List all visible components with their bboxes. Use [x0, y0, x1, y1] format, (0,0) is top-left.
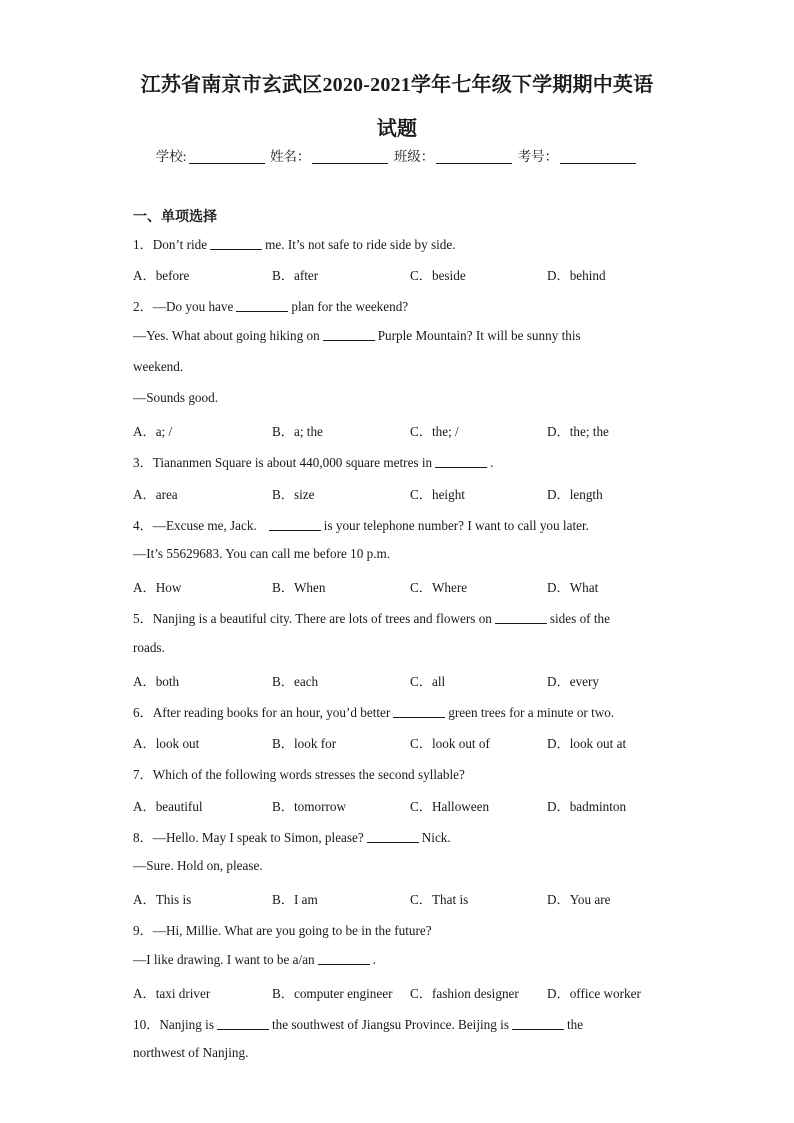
- option-d[interactable]: D．length: [547, 487, 603, 502]
- question-text: —Yes. What about going hiking on: [133, 328, 320, 343]
- question-text: —I like drawing. I want to be a/an: [133, 952, 315, 967]
- student-info-row: [0, 145, 794, 165]
- option-b[interactable]: B．I am: [272, 892, 318, 907]
- question-2-line-2: [133, 328, 581, 344]
- exam-number-label: 考号：: [517, 149, 559, 164]
- question-4-line-2: —It’s 55629683. You can call me before 10 p.m.: [133, 546, 391, 561]
- question-text: 8．—Hello. May I speak to Simon, please?: [133, 830, 364, 845]
- question-6-options: [133, 733, 673, 751]
- option-b[interactable]: B．each: [272, 674, 319, 689]
- section-heading: 一、单项选择: [133, 210, 217, 225]
- question-6: [133, 702, 614, 721]
- option-d[interactable]: D．What: [547, 580, 599, 595]
- question-text: Nick.: [421, 830, 451, 845]
- option-c[interactable]: C．fashion designer: [410, 986, 519, 1001]
- option-b[interactable]: B．size: [272, 487, 315, 502]
- question-text: green trees for a minute or two.: [448, 705, 615, 720]
- option-b[interactable]: B．a; the: [272, 424, 323, 439]
- question-7-options: [133, 796, 673, 814]
- question-7: 7．Which of the following words stresses the second syllable?: [133, 767, 465, 782]
- answer-blank: [236, 299, 288, 312]
- question-8: [133, 827, 451, 846]
- question-4-options: [133, 577, 673, 595]
- option-b[interactable]: B．after: [272, 268, 319, 283]
- option-a[interactable]: A．How: [133, 580, 182, 595]
- exam-number-blank[interactable]: [560, 149, 636, 164]
- class-blank[interactable]: [436, 149, 512, 164]
- question-text: 5．Nanjing is a beautiful city. There are lots of trees and flowers on: [133, 611, 492, 626]
- question-text: 10．Nanjing is: [133, 1017, 214, 1032]
- question-10: [133, 1014, 583, 1033]
- question-5: [133, 608, 610, 627]
- question-10-line-2: northwest of Nanjing.: [133, 1045, 249, 1060]
- question-8-options: [133, 889, 673, 907]
- option-b[interactable]: B．computer engineer: [272, 986, 393, 1001]
- option-a[interactable]: A．look out: [133, 736, 200, 751]
- option-d[interactable]: D．office worker: [547, 986, 641, 1001]
- option-d[interactable]: D．badminton: [547, 799, 627, 814]
- question-8-line-2: —Sure. Hold on, please.: [133, 858, 263, 873]
- answer-blank: [435, 455, 487, 468]
- question-2: [133, 296, 408, 315]
- answer-blank: [393, 705, 445, 718]
- option-d[interactable]: D．look out at: [547, 736, 627, 751]
- question-text: sides of the: [549, 611, 610, 626]
- question-text: the: [566, 1017, 584, 1032]
- question-2-options: [133, 421, 673, 439]
- school-blank[interactable]: [189, 149, 265, 164]
- answer-blank: [323, 328, 375, 341]
- option-a[interactable]: A．This is: [133, 892, 192, 907]
- option-d[interactable]: D．behind: [547, 268, 606, 283]
- answer-blank: [495, 611, 547, 624]
- answer-blank: [512, 1017, 564, 1030]
- option-a[interactable]: A．taxi driver: [133, 986, 211, 1001]
- name-label: 姓名：: [269, 149, 311, 164]
- option-c[interactable]: C．Halloween: [410, 799, 490, 814]
- option-d[interactable]: D．every: [547, 674, 599, 689]
- question-2-line-3: weekend.: [133, 359, 184, 374]
- question-text: the southwest of Jiangsu Province. Beijing is: [271, 1017, 509, 1032]
- question-9-options: [133, 983, 673, 1001]
- question-2-line-4: —Sounds good.: [133, 390, 218, 405]
- answer-blank: [367, 830, 419, 843]
- option-c[interactable]: C．all: [410, 674, 446, 689]
- page-title: 江苏省南京市玄武区2020-2021学年七年级下学期期中英语: [140, 74, 654, 96]
- option-d[interactable]: D．the; the: [547, 424, 609, 439]
- option-c[interactable]: C．beside: [410, 268, 466, 283]
- question-text: 4．—Excuse me, Jack.: [133, 518, 257, 533]
- question-4: [133, 515, 589, 534]
- class-label: 班级：: [393, 149, 435, 164]
- option-c[interactable]: C．the; /: [410, 424, 459, 439]
- question-text: is your telephone number? I want to call you later.: [323, 518, 589, 533]
- option-c[interactable]: C．look out of: [410, 736, 490, 751]
- question-3: [133, 452, 493, 471]
- question-text: plan for the weekend?: [291, 299, 409, 314]
- question-5-options: [133, 671, 673, 689]
- option-a[interactable]: A．before: [133, 268, 190, 283]
- question-1-options: [133, 265, 673, 283]
- option-a[interactable]: A．area: [133, 487, 178, 502]
- question-5-line-2: roads.: [133, 640, 165, 655]
- answer-blank: [269, 518, 321, 531]
- question-text: 3．Tiananmen Square is about 440,000 square metres in: [133, 455, 433, 470]
- question-text: me. It’s not safe to ride side by side.: [265, 237, 456, 252]
- option-c[interactable]: C．Where: [410, 580, 468, 595]
- answer-blank: [217, 1017, 269, 1030]
- option-b[interactable]: B．When: [272, 580, 326, 595]
- question-text: 6．After reading books for an hour, you’d better: [133, 705, 391, 720]
- school-label: 学校:: [155, 149, 187, 164]
- page-title-continued: 试题: [376, 118, 418, 140]
- answer-blank: [210, 237, 262, 250]
- name-blank[interactable]: [312, 149, 388, 164]
- option-b[interactable]: B．tomorrow: [272, 799, 346, 814]
- question-text: .: [490, 455, 494, 470]
- option-c[interactable]: C．height: [410, 487, 465, 502]
- question-text: Purple Mountain? It will be sunny this: [377, 328, 581, 343]
- question-9-line-2: [133, 952, 376, 968]
- question-text: 1．Don’t ride: [133, 237, 208, 252]
- option-b[interactable]: B．look for: [272, 736, 337, 751]
- answer-blank: [318, 952, 370, 965]
- option-a[interactable]: A．a; /: [133, 424, 173, 439]
- question-text: .: [372, 952, 376, 967]
- question-1: [133, 234, 456, 253]
- option-c[interactable]: C．That is: [410, 892, 469, 907]
- question-3-options: [133, 484, 673, 502]
- question-text: 2．—Do you have: [133, 299, 234, 314]
- option-d[interactable]: D．You are: [547, 892, 611, 907]
- question-9: 9．—Hi, Millie. What are you going to be in the future?: [133, 923, 432, 938]
- option-a[interactable]: A．both: [133, 674, 180, 689]
- option-a[interactable]: A．beautiful: [133, 799, 203, 814]
